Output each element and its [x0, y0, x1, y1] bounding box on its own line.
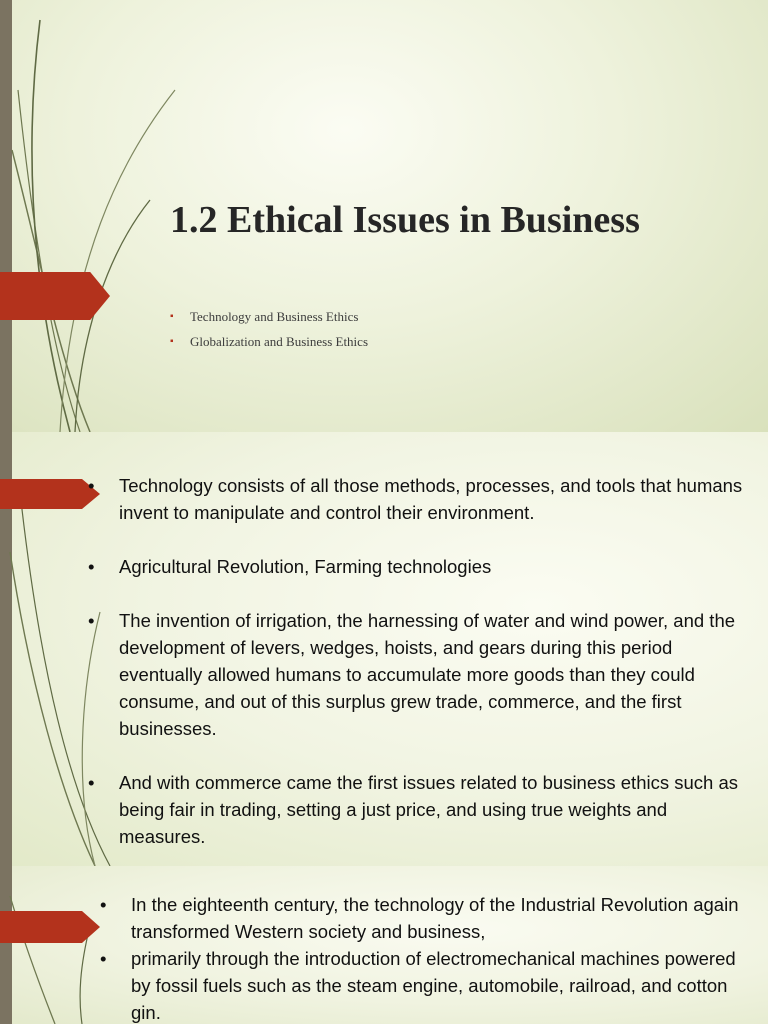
bullet-text: primarily through the introduction of electromechanical machines powered by fossil fuels such as the steam engine, automobile, railroad, and cotton gin.: [131, 948, 736, 1023]
technology-bullets: [88, 472, 748, 866]
slide-title: [0, 0, 768, 432]
list-item: [88, 769, 748, 850]
accent-arrow-tab: [0, 272, 110, 320]
bullet-text: In the eighteenth century, the technology of the Industrial Revolution again transformed Western society and business,: [131, 894, 739, 942]
industrial-bullets: [100, 891, 740, 1024]
bullet-marker: •: [88, 556, 95, 577]
list-item: ▪ Globalization and Business Ethics: [170, 329, 368, 354]
bullet-marker: •: [100, 894, 107, 915]
bullet-marker: •: [100, 948, 107, 969]
list-item: [88, 553, 748, 580]
bullet-text: Technology consists of all those methods, processes, and tools that humans invent to manipulate and control their environment.: [119, 475, 743, 523]
bullet-text: The invention of irrigation, the harnessing of water and wind power, and the development of levers, wedges, hoists, and gears during this period eventually allowed humans to accumulate more goods than they could consume, and out of this surplus grew trade, commerce, and the first businesses.: [119, 610, 736, 739]
list-item: [88, 607, 748, 742]
bullet-marker: •: [88, 475, 95, 496]
bullet-text: Agricultural Revolution, Farming technologies: [119, 556, 492, 577]
bullet-text: And with commerce came the first issues related to business ethics such as being fair in trading, setting a just price, and using true weights and measures.: [119, 772, 738, 847]
accent-arrow-tab: [0, 479, 100, 509]
title-slide-bullets: [170, 304, 368, 354]
slide-industrial-revolution: [0, 866, 768, 1024]
slide-technology: [0, 432, 768, 866]
list-item: [100, 891, 740, 945]
list-item: ▪ Technology and Business Ethics: [170, 304, 368, 329]
bullet-marker: •: [88, 772, 95, 793]
bullet-marker: •: [88, 610, 95, 631]
list-item: [100, 945, 740, 1024]
list-item: [88, 472, 748, 526]
accent-arrow-tab: [0, 911, 100, 943]
slide-title-heading: 1.2 Ethical Issues in Business: [170, 199, 640, 241]
